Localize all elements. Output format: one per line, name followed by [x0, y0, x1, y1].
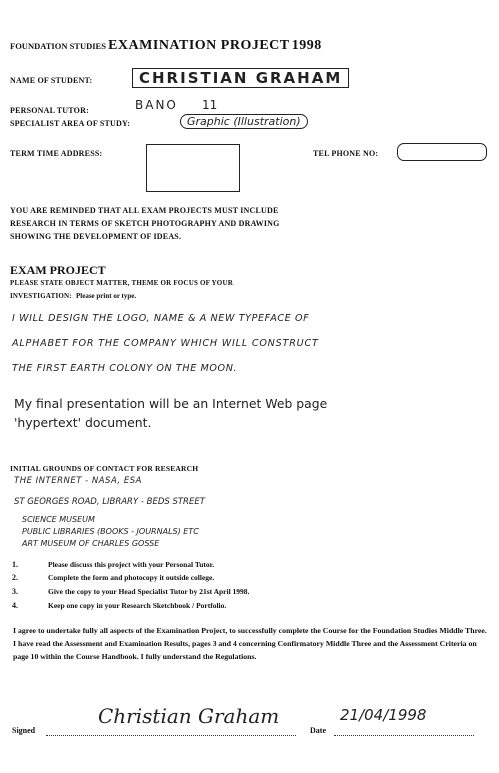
- date-value: 21/04/1998: [340, 706, 427, 724]
- reminder-line-1: YOU ARE REMINDED THAT ALL EXAM PROJECTS MUST INCLUDE: [10, 206, 279, 215]
- title-main: EXAMINATION PROJECT: [108, 38, 290, 53]
- tel-box[interactable]: [397, 143, 487, 161]
- instruction-2-text: Complete the form and photocopy it outside college.: [48, 573, 215, 582]
- reminder-line-3: SHOWING THE DEVELOPMENT OF IDEAS.: [10, 232, 182, 241]
- signed-label: Signed: [12, 726, 36, 735]
- date-line: [334, 735, 474, 736]
- instruction-1-text: Please discuss this project with your Personal Tutor.: [48, 560, 215, 569]
- investigation-hint: Please print or type.: [76, 292, 137, 300]
- address-label: TERM TIME ADDRESS:: [10, 149, 103, 158]
- instruction-4-number: 4.: [12, 601, 18, 610]
- student-name-label: NAME OF STUDENT:: [10, 76, 93, 85]
- specialist-label: SPECIALIST AREA OF STUDY:: [10, 119, 131, 128]
- exam-project-heading: EXAM PROJECT: [10, 263, 106, 277]
- project-line-1: I WILL DESIGN THE LOGO, NAME & A NEW TYPEFACE OF: [12, 313, 310, 324]
- date-label: Date: [310, 726, 326, 735]
- form-title: [10, 38, 322, 54]
- presentation-line-1: My final presentation will be an Internet Web page: [14, 396, 328, 411]
- title-year: 1998: [291, 38, 322, 53]
- title-prefix: FOUNDATION STUDIES: [10, 41, 106, 51]
- instruction-3-text: Give the copy to your Head Specialist Tutor by 21st April 1998.: [48, 587, 250, 596]
- instruction-3-number: 3.: [12, 587, 18, 596]
- reminder-line-2: RESEARCH IN TERMS OF SKETCH PHOTOGRAPHY AND DRAWING: [10, 219, 280, 228]
- presentation-line-2: 'hypertext' document.: [14, 415, 152, 430]
- project-line-3: THE FIRST EARTH COLONY ON THE MOON.: [12, 363, 238, 374]
- address-box[interactable]: [146, 144, 240, 192]
- research-line-1: THE INTERNET - NASA, ESA: [14, 476, 142, 486]
- tutor-extra: 11: [202, 98, 218, 112]
- instruction-1-number: 1.: [12, 560, 18, 569]
- research-heading: INITIAL GROUNDS OF CONTACT FOR RESEARCH: [10, 464, 199, 473]
- tutor-label: PERSONAL TUTOR:: [10, 106, 89, 115]
- instruction-4-text: Keep one copy in your Research Sketchbook / Portfolio.: [48, 601, 227, 610]
- student-name-value: CHRISTIAN GRAHAM: [132, 68, 349, 88]
- signature-value: Christian Graham: [98, 704, 280, 728]
- research-line-2: ST GEORGES ROAD, LIBRARY - BEDS STREET: [14, 497, 205, 507]
- specialist-value: Graphic (Illustration): [180, 114, 308, 129]
- declaration-text: I agree to undertake fully all aspects of the Examination Project, to successfully complete the Course for the Foundation Studies Middle Three. I have read the Assessment and Examination Results, pages 3 and 4 concerning Confirmatory Middle Three and the Assessment Criteria on page 10 within the Course Handbook. I fully understand the Regulations.: [13, 626, 487, 661]
- instruction-2-number: 2.: [12, 573, 18, 582]
- signed-line: [46, 735, 296, 736]
- investigation-label: INVESTIGATION:: [10, 292, 72, 300]
- tutor-value: BANO: [135, 98, 178, 112]
- project-line-2: ALPHABET FOR THE COMPANY WHICH WILL CONSTRUCT: [12, 338, 319, 349]
- exam-project-instruction: PLEASE STATE OBJECT MATTER, THEME OR FOCUS OF YOUR: [10, 279, 233, 287]
- research-line-3: SCIENCE MUSEUM: [22, 515, 95, 524]
- research-line-4: PUBLIC LIBRARIES (BOOKS - JOURNALS) ETC: [22, 527, 199, 536]
- research-line-5: ART MUSEUM OF CHARLES GOSSE: [22, 539, 160, 548]
- tel-label: TEL PHONE NO:: [313, 149, 379, 158]
